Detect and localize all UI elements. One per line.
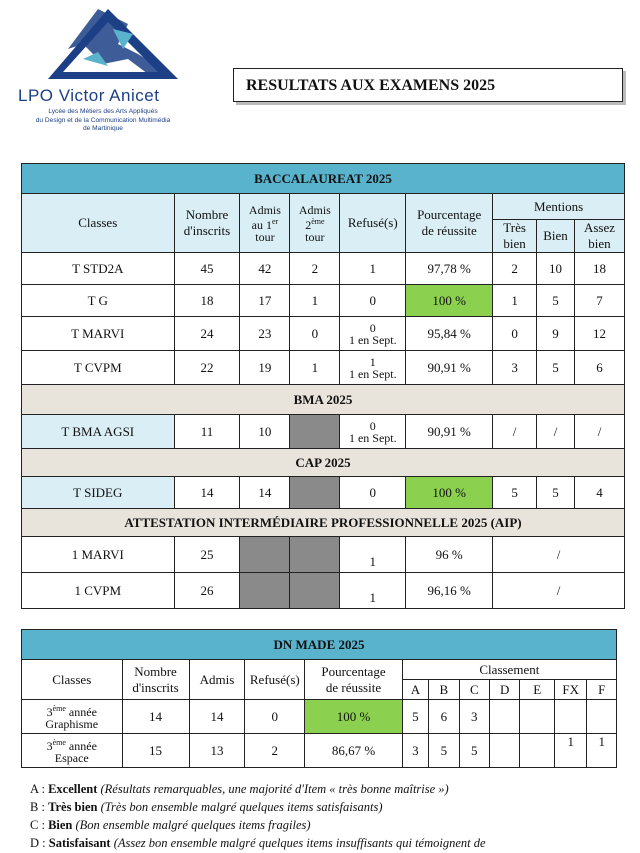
table-cell: 5 bbox=[537, 477, 575, 509]
table-row bbox=[22, 700, 617, 734]
table-cell: 97,78 % bbox=[406, 253, 493, 285]
dn-section-title: DN MADE 2025 bbox=[22, 630, 617, 660]
table-cell: 1 bbox=[493, 285, 537, 317]
header-admis-1er: Admis au 1er tour bbox=[240, 194, 290, 253]
legend-item: B : Très bien (Très bon ensemble malgré quelques items satisfaisants) bbox=[30, 800, 383, 814]
table-cell bbox=[520, 734, 555, 768]
table-cell: / bbox=[575, 415, 625, 449]
table-cell: 4 bbox=[575, 477, 625, 509]
empty-cell bbox=[290, 415, 340, 449]
table-cell: 3 bbox=[459, 700, 489, 734]
table-cell: 1 1 en Sept. bbox=[340, 351, 406, 385]
table-cell: 1 bbox=[290, 285, 340, 317]
table-cell bbox=[490, 700, 520, 734]
empty-cell bbox=[290, 537, 340, 573]
empty-cell bbox=[240, 573, 290, 609]
table-cell: T CVPM bbox=[22, 351, 175, 385]
table-row bbox=[22, 537, 625, 573]
table-cell: 14 bbox=[189, 700, 245, 734]
table-cell: 0 bbox=[340, 477, 406, 509]
dn-header-nombre: Nombre d'inscrits bbox=[122, 660, 189, 700]
table-cell: C bbox=[459, 680, 489, 700]
header-mentions: Mentions bbox=[493, 194, 625, 220]
table-cell bbox=[490, 734, 520, 768]
table-cell: 22 bbox=[174, 351, 240, 385]
table-cell: 3 bbox=[402, 734, 428, 768]
table-cell: 2 bbox=[245, 734, 305, 768]
table-cell: 0 bbox=[245, 700, 305, 734]
table-cell: 7 bbox=[575, 285, 625, 317]
table-row bbox=[22, 477, 625, 509]
table-cell: 1 bbox=[340, 573, 406, 609]
table-cell: 26 bbox=[174, 573, 240, 609]
table-cell: 14 bbox=[174, 477, 240, 509]
table-cell: 25 bbox=[174, 537, 240, 573]
table-cell: 2 bbox=[493, 253, 537, 285]
table-cell: 9 bbox=[537, 317, 575, 351]
table-cell: D bbox=[490, 680, 520, 700]
legend-item: C : Bien (Bon ensemble malgré quelques items fragiles) bbox=[30, 818, 311, 832]
table-cell: T G bbox=[22, 285, 175, 317]
table-cell: F bbox=[587, 680, 617, 700]
table-cell: 18 bbox=[575, 253, 625, 285]
table-cell: 23 bbox=[240, 317, 290, 351]
table-cell: 5 bbox=[429, 734, 459, 768]
bac-results-table bbox=[21, 163, 625, 609]
table-row bbox=[22, 317, 625, 351]
table-cell: T MARVI bbox=[22, 317, 175, 351]
table-cell: / bbox=[537, 415, 575, 449]
header-pourcentage: Pourcentage de réussite bbox=[406, 194, 493, 253]
table-cell: 96 % bbox=[406, 537, 493, 573]
table-cell: 10 bbox=[240, 415, 290, 449]
table-cell: 1 MARVI bbox=[22, 537, 175, 573]
bma-section-title: BMA 2025 bbox=[22, 385, 625, 415]
header-refuses: Refusé(s) bbox=[340, 194, 406, 253]
dn-header-admis: Admis bbox=[189, 660, 245, 700]
table-cell: 0 1 en Sept. bbox=[340, 317, 406, 351]
grade-legend bbox=[30, 780, 486, 852]
table-cell: 3ème année Graphisme bbox=[22, 700, 123, 734]
table-cell: E bbox=[520, 680, 555, 700]
table-row bbox=[22, 285, 625, 317]
table-cell: 14 bbox=[122, 700, 189, 734]
pct-highlight: 100 % bbox=[305, 700, 402, 734]
table-cell: 0 bbox=[340, 285, 406, 317]
table-cell: 13 bbox=[189, 734, 245, 768]
table-cell bbox=[587, 700, 617, 734]
table-cell: T STD2A bbox=[22, 253, 175, 285]
table-cell: 1 CVPM bbox=[22, 573, 175, 609]
table-cell: 0 bbox=[493, 317, 537, 351]
table-cell: 5 bbox=[402, 700, 428, 734]
table-cell: FX bbox=[554, 680, 586, 700]
table-cell: 96,16 % bbox=[406, 573, 493, 609]
table-cell: 2 bbox=[290, 253, 340, 285]
table-row bbox=[22, 573, 625, 609]
header-classes: Classes bbox=[22, 194, 175, 253]
table-cell: 0 1 en Sept. bbox=[340, 415, 406, 449]
pct-highlight: 100 % bbox=[406, 477, 493, 509]
header-assez-bien: Assez bien bbox=[575, 220, 625, 253]
school-logo bbox=[18, 4, 188, 139]
table-row bbox=[22, 351, 625, 385]
table-cell: 5 bbox=[537, 351, 575, 385]
table-cell: 1 bbox=[554, 734, 586, 768]
table-cell: 5 bbox=[537, 285, 575, 317]
logo-triangle-icon bbox=[28, 4, 188, 84]
legend-item: A : Excellent (Résultats remarquables, une majorité d'Item « très bonne maîtrise ») bbox=[30, 782, 449, 796]
legend-item: D : Satisfaisant (Assez bon ensemble malgré quelques items insuffisants qui témoignent de bbox=[30, 836, 486, 850]
table-cell: A bbox=[402, 680, 428, 700]
empty-cell bbox=[290, 477, 340, 509]
table-cell: / bbox=[493, 415, 537, 449]
table-cell: 11 bbox=[174, 415, 240, 449]
table-cell: 5 bbox=[493, 477, 537, 509]
table-cell: 1 bbox=[290, 351, 340, 385]
table-cell: 90,91 % bbox=[406, 415, 493, 449]
table-cell: 24 bbox=[174, 317, 240, 351]
table-cell: 14 bbox=[240, 477, 290, 509]
table-cell: 6 bbox=[575, 351, 625, 385]
aip-section-title: ATTESTATION INTERMÉDIAIRE PROFESSIONNELLE 2025 (AIP) bbox=[22, 509, 625, 537]
pct-highlight: 100 % bbox=[406, 285, 493, 317]
table-cell: 15 bbox=[122, 734, 189, 768]
table-cell: 3ème année Espace bbox=[22, 734, 123, 768]
table-cell: / bbox=[493, 573, 625, 609]
header-admis-2eme: Admis 2ème tour bbox=[290, 194, 340, 253]
table-cell: 1 bbox=[340, 253, 406, 285]
table-row bbox=[22, 253, 625, 285]
table-cell: 90,91 % bbox=[406, 351, 493, 385]
table-row bbox=[22, 734, 617, 768]
table-cell: / bbox=[493, 537, 625, 573]
table-cell bbox=[520, 700, 555, 734]
table-cell: 86,67 % bbox=[305, 734, 402, 768]
table-cell: 19 bbox=[240, 351, 290, 385]
table-cell: 17 bbox=[240, 285, 290, 317]
table-cell: 42 bbox=[240, 253, 290, 285]
table-cell: B bbox=[429, 680, 459, 700]
table-cell: 5 bbox=[459, 734, 489, 768]
header-tres-bien: Très bien bbox=[493, 220, 537, 253]
table-cell: 12 bbox=[575, 317, 625, 351]
table-cell: 1 bbox=[340, 537, 406, 573]
school-subtitle: Lycée des Métiers des Arts Appliqués du Design et de la Communication Multimédia de Martinique bbox=[35, 108, 171, 132]
dn-header-pourcentage: Pourcentage de réussite bbox=[305, 660, 402, 700]
table-cell: 18 bbox=[174, 285, 240, 317]
table-cell: 45 bbox=[174, 253, 240, 285]
table-cell: 10 bbox=[537, 253, 575, 285]
table-row bbox=[22, 415, 625, 449]
dn-made-results-table bbox=[21, 629, 617, 768]
table-cell: 95,84 % bbox=[406, 317, 493, 351]
table-cell: 0 bbox=[290, 317, 340, 351]
cap-section-title: CAP 2025 bbox=[22, 449, 625, 477]
dn-header-classes: Classes bbox=[22, 660, 123, 700]
page-title: RESULTATS AUX EXAMENS 2025 bbox=[233, 68, 623, 102]
empty-cell bbox=[240, 537, 290, 573]
empty-cell bbox=[290, 573, 340, 609]
table-cell: 3 bbox=[493, 351, 537, 385]
dn-header-refuses: Refusé(s) bbox=[245, 660, 305, 700]
school-name: LPO Victor Anicet bbox=[18, 86, 160, 105]
table-cell: 1 bbox=[587, 734, 617, 768]
table-cell: T SIDEG bbox=[22, 477, 175, 509]
table-cell bbox=[554, 700, 586, 734]
table-cell: 6 bbox=[429, 700, 459, 734]
bac-section-title: BACCALAUREAT 2025 bbox=[22, 164, 625, 194]
header-nombre: Nombre d'inscrits bbox=[174, 194, 240, 253]
header-bien: Bien bbox=[537, 220, 575, 253]
table-cell: T BMA AGSI bbox=[22, 415, 175, 449]
dn-header-classement: Classement bbox=[402, 660, 616, 680]
